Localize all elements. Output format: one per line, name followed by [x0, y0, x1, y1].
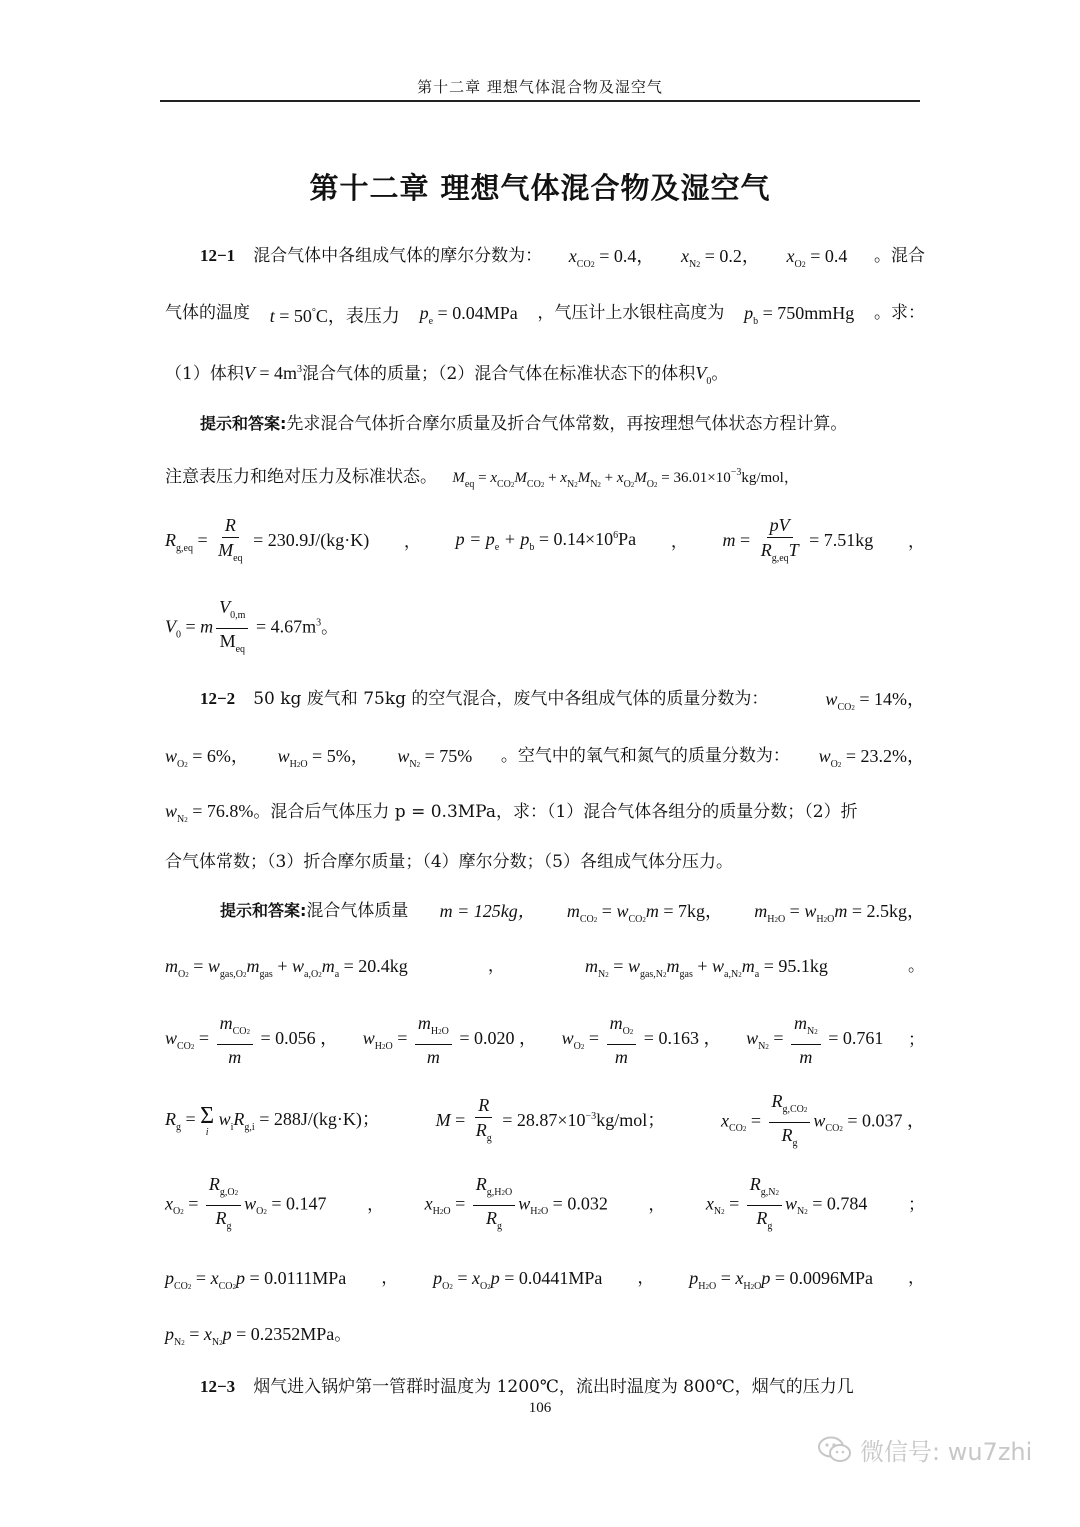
p12-2-line-1: 12−2 50 kg 废气和 75kg 的空气混合，废气中各组成气体的质量分数为： $w_{CO2} = 14\%$，: [200, 689, 925, 713]
p12-2-partial-pressures: $p_{CO2} = x_{CO2}p = 0.0111MPa$ ， $p_{O2} = x_{O2}p = 0.0441MPa$ ， $p_{H2O} = x_{H2O}p = 0.0096MPa$ ，: [165, 1268, 925, 1292]
p12-1-formulas: $R_{g,eq}$ = $\frac{R}{M_{eq}}$ = 230.9J/(kg·K) ， $p = p_e + p_b = 0.14\times 10^6Pa$ ， m = $\frac{pV}{R_{g,eq}T}$ = 7.51kg ，: [165, 515, 925, 564]
watermark-text: 微信号: wu7zhi: [860, 1438, 1033, 1466]
p12-1-hint: 提示和答案:先求混合气体折合摩尔质量及折合气体常数，再按理想气体状态方程计算。: [200, 414, 848, 434]
p12-2-pn2: $p_{N2} = x_{N2}p = 0.2352MPa$。: [165, 1324, 352, 1348]
p12-3-line-1: 12−3 烟气进入锅炉第一管群时温度为 1200℃，流出时温度为 800℃，烟气的压力几: [200, 1377, 854, 1397]
problem-number: 12−3: [200, 1377, 236, 1396]
problem-number: 12−1: [200, 246, 236, 265]
p12-2-mass-fractions: $w_{CO2}$ = $\frac{m_{CO2}}{m}$ = 0.056 ， $w_{H2O}$ = $\frac{m_{H2O}}{m}$ = 0.020 ， $w_{O2}$ = $\frac{m_{O2}}{m}$ = 0.163 ， $w_{N2}$ = $\frac{m_{N2}}{m}$ = 0.761 ；: [165, 1013, 925, 1067]
running-header: 第十二章 理想气体混合物及湿空气: [417, 78, 663, 96]
p12-1-line-1: 12−1 混合气体中各组成气体的摩尔分数为： $x_{CO2} = 0.4$， $x_{N2} = 0.2$， $x_{O2} = 0.4$ 。混合: [200, 246, 925, 270]
p12-2-line-2: $w_{O2} = 6\%$， $w_{H2O} = 5\%$， $w_{N2} = 75\%$ 。空气中的氧气和氮气的质量分数为： $w_{O2} = 23.2\%$，: [165, 746, 925, 770]
p12-2-line-4: 合气体常数；（3）折合摩尔质量；（4）摩尔分数；（5）各组成气体分压力。: [165, 852, 733, 872]
p12-2-mole-fractions: $x_{O2}$ = $\frac{R_{g,O2}}{R_g}$ $w_{O2} = 0.147$ ， $x_{H2O}$ = $\frac{R_{g,H2O}}{R_g}$ $w_{H2O} = 0.032$ ， $x_{N2}$ = $\frac{R_{g,N2}}{R_g}$ $w_{N2} = 0.784$ ；: [165, 1173, 925, 1232]
header-rule: [160, 100, 920, 102]
p12-2-line-3: $w_{N2} = 76.8\%$。混合后气体压力 p = 0.3MPa，求：（1）混合气体各组分的质量分数；（2）折: [165, 801, 858, 825]
problem-number: 12−2: [200, 689, 236, 708]
wechat-icon: [818, 1436, 852, 1464]
p12-2-hint: 提示和答案:混合气体质量 m = 125kg， $m_{CO2} = w_{CO2}m = 7kg$， $m_{H2O} = w_{H2O}m = 2.5kg$，: [220, 901, 925, 925]
p12-1-v0: $V_0 = m$ $\frac{V_{0,m}}{M_{eq}}$ = $4.67m^3$ 。: [165, 596, 339, 655]
page-number: 106: [528, 1400, 552, 1416]
p12-2-gas-constant: $R_g$ = Σ i $w_iR_{g,i} = 288J/(kg\cdot K)$； M = $\frac{R}{R_g}$ = $28.87\times 10^{-3}kg$/mol； $x_{CO2}$ = $\frac{R_{g,CO2}}{R_g}$ $w_{CO2} = 0.037$ ，: [165, 1090, 925, 1149]
p12-2-mass-o2-n2: $m_{O2} = w_{gas,O2}m_{gas} + w_{a,O2}m_a = 20.4kg$ ， $m_{N2} = w_{gas,N2}m_{gas} + w_{a,N2}m_a = 95.1kg$ 。: [165, 956, 925, 980]
watermark: [818, 1432, 1032, 1467]
p12-1-line-3: （1）体积$V = 4m^3$混合气体的质量；（2）混合气体在标准状态下的体积$V_0$。: [165, 363, 729, 387]
p12-1-line-5: 注意表压力和绝对压力及标准状态。 $M_{eq} = x_{CO2}M_{CO2} + x_{N2}M_{N2} + x_{O2}M_{O2} = 36.01\times 10^{-3}kg/mol$，: [165, 467, 799, 490]
chapter-title: 第十二章 理想气体混合物及湿空气: [309, 171, 771, 205]
p12-1-line-2: 气体的温度 t = 50°C，表压力 $p_e = 0.04MPa$ ，气压计上水银柱高度为 $p_b$ = 750mmHg 。求：: [165, 303, 925, 327]
